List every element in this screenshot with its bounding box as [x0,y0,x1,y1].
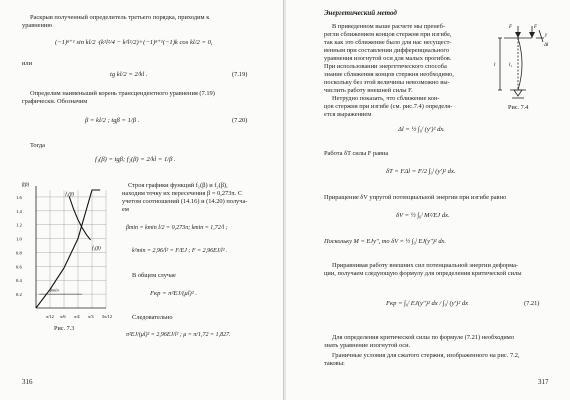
p4-energy-text: Приращение δV упругой потенциальной энергии при изгибе равно [324,194,507,201]
label-f-left: F [509,25,513,30]
side-text-line-1: Строя графики функций f₁(β) и f₂(β), [128,182,228,189]
y-tick-label-1: 1.4 [16,208,22,214]
equation-3: β = kl/2 ; tgβ = 1/β . [85,117,140,124]
x-tick-label-4: 5π/12 [102,314,112,319]
side-text-line-2: находим точку их пересечения β = 0,273π. С [122,190,243,197]
p1-line-1: В приведенном выше расчете мы пренеб- [332,23,445,30]
label-delta-l: Δl [544,43,549,48]
kmin-squared-equation: k²min = 2,96/l² = F/EJ ; F = 2,96EJ/l² . [132,248,228,254]
equation-2: tg kl/2 = 2/kl . [110,71,148,78]
bent-axis [518,38,522,90]
beta-min-annotation: βmin [49,287,59,293]
p3-work-text: Работа δT силы F равна [324,150,389,157]
beta-min-equation: βmin = kmin l/2 = 0,273π; kmin = 1,72/l ; [126,225,228,231]
label-f-right: F [534,25,538,30]
y-tick-label-5: 0.6 [16,264,22,270]
delta-v-equation: δV = ½ ∫₀ˡ M²/EJ dx. [396,212,450,219]
p1-line-3: так как это сближение было для нас несущест- [324,39,452,46]
p6-line-1: Приравнивая работу внешних сил потенциальной энергии деформа- [332,262,519,269]
x-tick-label-3: π/3 [88,314,94,319]
x-tick-label-2: π/4 [74,314,80,319]
y-axis-label: f(β) [22,183,30,188]
delta-t-equation: δT = FΔl = F/2 ∫₀ˡ (y′)² dx. [386,168,456,175]
force-arrowhead-left [515,32,521,38]
p8-line-1: Граничные условия для сжатого стержня, изображенного на рис. 7.2, [332,352,520,359]
p1-line-4: венным при составлении дифференциального [324,47,450,54]
p8-line-2: таковы: [324,360,345,367]
label-l: l [494,63,496,68]
or-label: или [22,60,33,67]
force-arrowhead-right [529,32,535,38]
intro-line-1: Раскрыв полученный определитель третьего порядка, приходим к [30,14,210,21]
series-label-f2: f₂(β) [92,246,101,252]
mu-equation: π²EJ/(μl)² = 2,96EJ/l² ; μ = π/1,72 = 1,827. [126,332,231,338]
equation-4: f₁(β) = tgβ; f₂(β) = 2/kl = 1/β . [95,156,176,163]
consequently-label: Следовательно [132,314,173,321]
critical-force-formula-number: (7.21) [524,300,540,307]
p7-line-1: Для определения критической силы по формуле (7.21) необходимо [332,334,515,341]
equation-1: (−1)ⁿ⁺¹ sin kl/2 ·(k²l²/4 − k²l²/2)+(−1)ⁿ⁺¹(−1)k cos kl/2 = 0, [55,39,213,46]
right-page [286,0,570,400]
delta-pointer [539,30,543,42]
p6-line-2: ции, получаем следующую формулу для определения критической силы [324,270,522,277]
series-line-0 [36,190,100,308]
p2-line-2: цов стержня при изгибе (см. рис.7.4) определя- [324,103,453,110]
y-tick-label-2: 1.2 [16,222,22,228]
y-tick-label-3: 1.0 [16,236,22,242]
critical-force-formula: Fкр = ∫₀ˡ EJ(y″)² dx / ∫₀ˡ (y′)² dx [386,300,469,307]
p2-line-1: Нетрудно показать, что сближение кон- [332,95,440,102]
p1-line-8: поскольку без этой величины невозможно вы- [324,79,450,86]
page-number-right: 317 [538,378,549,386]
p2-line-3: ется выражением [324,111,372,118]
p1-line-2: регли сближением концов стержня при изгибе, [324,31,452,38]
p1-line-6: При использовании энергетического способа [324,63,447,70]
y-tick-label-6: 0.4 [16,278,22,284]
paragraph-2-line-1: Определим наименьший корень трансцендентного уравнения (7.19) [30,90,215,97]
then-label: Тогда [30,142,46,149]
support-triangle [514,90,522,96]
equation-2-number: (7.19) [232,71,248,78]
intro-line-2: уравнению [22,22,53,29]
x-tick-label-1: π/6 [60,314,66,319]
y-tick-label-0: 1.6 [16,194,22,200]
paragraph-2-line-2: графически. Обозначим [22,98,88,105]
figure-7-4-diagram [486,20,558,102]
p5-since-text: Поскольку M = EJy″, то δV = ½ ∫₀ˡ EJ(y″)² dx. [324,238,446,245]
figure-7-3-caption: Рис. 7.3 [54,325,75,332]
label-y: y [545,33,548,38]
figure-7-4-caption: Рис. 7.4 [508,104,529,111]
p1-line-9: числить работу внешней силы F. [324,87,413,94]
side-text-line-4: ем [122,206,129,213]
y-tick-label-7: 0.2 [16,292,22,298]
x-tick-label-0: π/12 [46,314,54,319]
general-case-label: В общем случае [132,272,176,279]
p1-line-7: знание сближения концов стержня необходимо, [324,71,454,78]
left-page [0,0,284,400]
figure-7-3-chart [14,180,112,330]
series-label-f1: f₁(β) [65,192,75,198]
delta-l-equation: Δl = ½ ∫₀ˡ (y′)² dx. [398,126,445,133]
equation-3-number: (7.20) [232,117,248,124]
side-text-line-3: учетом соотношений (14.16) и (14.20) получа- [122,198,248,205]
p7-line-2: знать уравнение изогнутой оси. [324,342,411,349]
section-heading: Энергетический метод [324,9,397,17]
p1-line-5: уравнения изогнутой оси для малых прогибов. [324,55,452,62]
y-tick-label-4: 0.8 [16,250,22,256]
critical-force-equation: Fкр = π²EJ/(μl)² . [150,290,198,297]
page-number-left: 316 [22,378,33,386]
label-l1: l₁ [509,63,513,68]
